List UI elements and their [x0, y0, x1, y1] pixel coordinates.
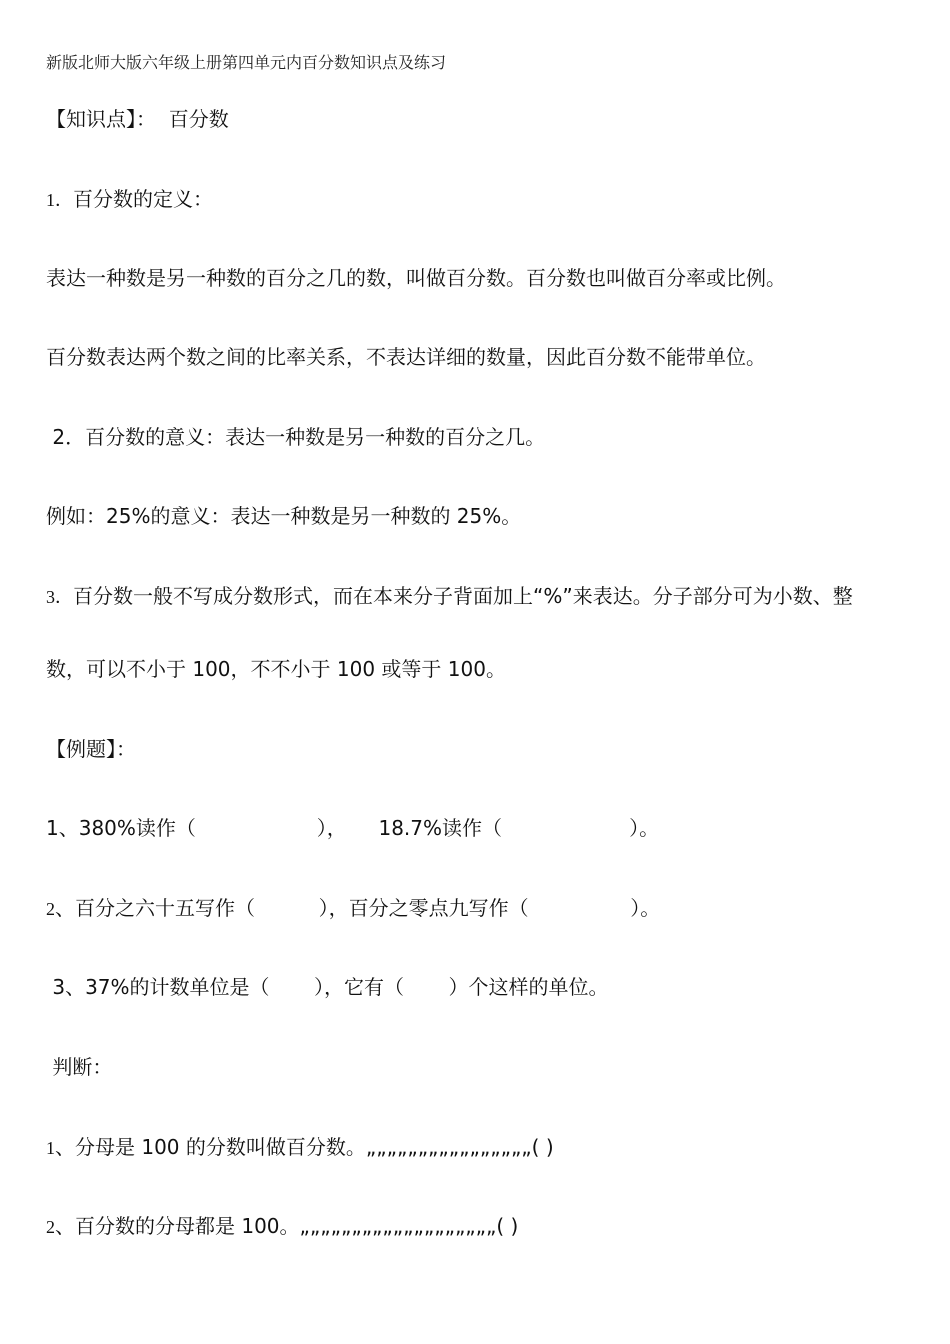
point-1-body-2: 百分数表达两个数之间的比率关系，不表达详细的数量，因此百分数不能带单位。	[46, 345, 766, 369]
example-1: 1、380%读作（ ）， 18.7%读作（ ）。	[46, 816, 660, 840]
point-3-continued: 数，可以不小于 100，不不小于 100 或等于 100。	[46, 657, 506, 681]
judge-item-1-number: 1	[46, 1138, 55, 1158]
judge-item-1	[46, 1134, 554, 1161]
point-3-text: 百分数一般不写成分数形式，而在本来分子背面加上“%”来表达。分子部分可为小数、整	[73, 584, 853, 608]
judge-item-2	[46, 1213, 518, 1240]
point-1-heading	[46, 186, 213, 213]
point-1-number: 1．	[46, 190, 73, 210]
judge-item-2-number: 2	[46, 1217, 55, 1237]
point-2: 2．百分数的意义：表达一种数是另一种数的百分之几。	[46, 425, 546, 449]
example-2-number: 2	[46, 899, 55, 919]
point-1-body-1: 表达一种数是另一种数的百分之几的数，叫做百分数。百分数也叫做百分率或比例。	[46, 266, 786, 290]
examples-section-title: 【例题】：	[46, 737, 136, 761]
point-3	[46, 583, 853, 610]
point-3-number: 3．	[46, 587, 73, 607]
judge-section-title: 判断：	[46, 1055, 113, 1079]
example-2-text: 、百分之六十五写作（ ），百分之零点九写作（ ）。	[55, 896, 661, 920]
document-header: 新版北师大版六年级上册第四单元内百分数知识点及练习	[46, 53, 447, 72]
example-3: 3、37%的计数单位是（ ），它有（ ）个这样的单位。	[46, 975, 609, 999]
judge-item-2-text: 、百分数的分母都是 100。„„„„„„„„„„„„„„„„„„„( )	[55, 1214, 519, 1238]
knowledge-section-title: 【知识点】： 百分数	[46, 107, 229, 131]
example-2	[46, 895, 660, 922]
judge-item-1-text: 、分母是 100 的分数叫做百分数。„„„„„„„„„„„„„„„„( )	[55, 1135, 554, 1159]
point-2-example: 例如：25%的意义：表达一种数是另一种数的 25%。	[46, 504, 522, 528]
point-1-title: 百分数的定义：	[73, 187, 213, 211]
